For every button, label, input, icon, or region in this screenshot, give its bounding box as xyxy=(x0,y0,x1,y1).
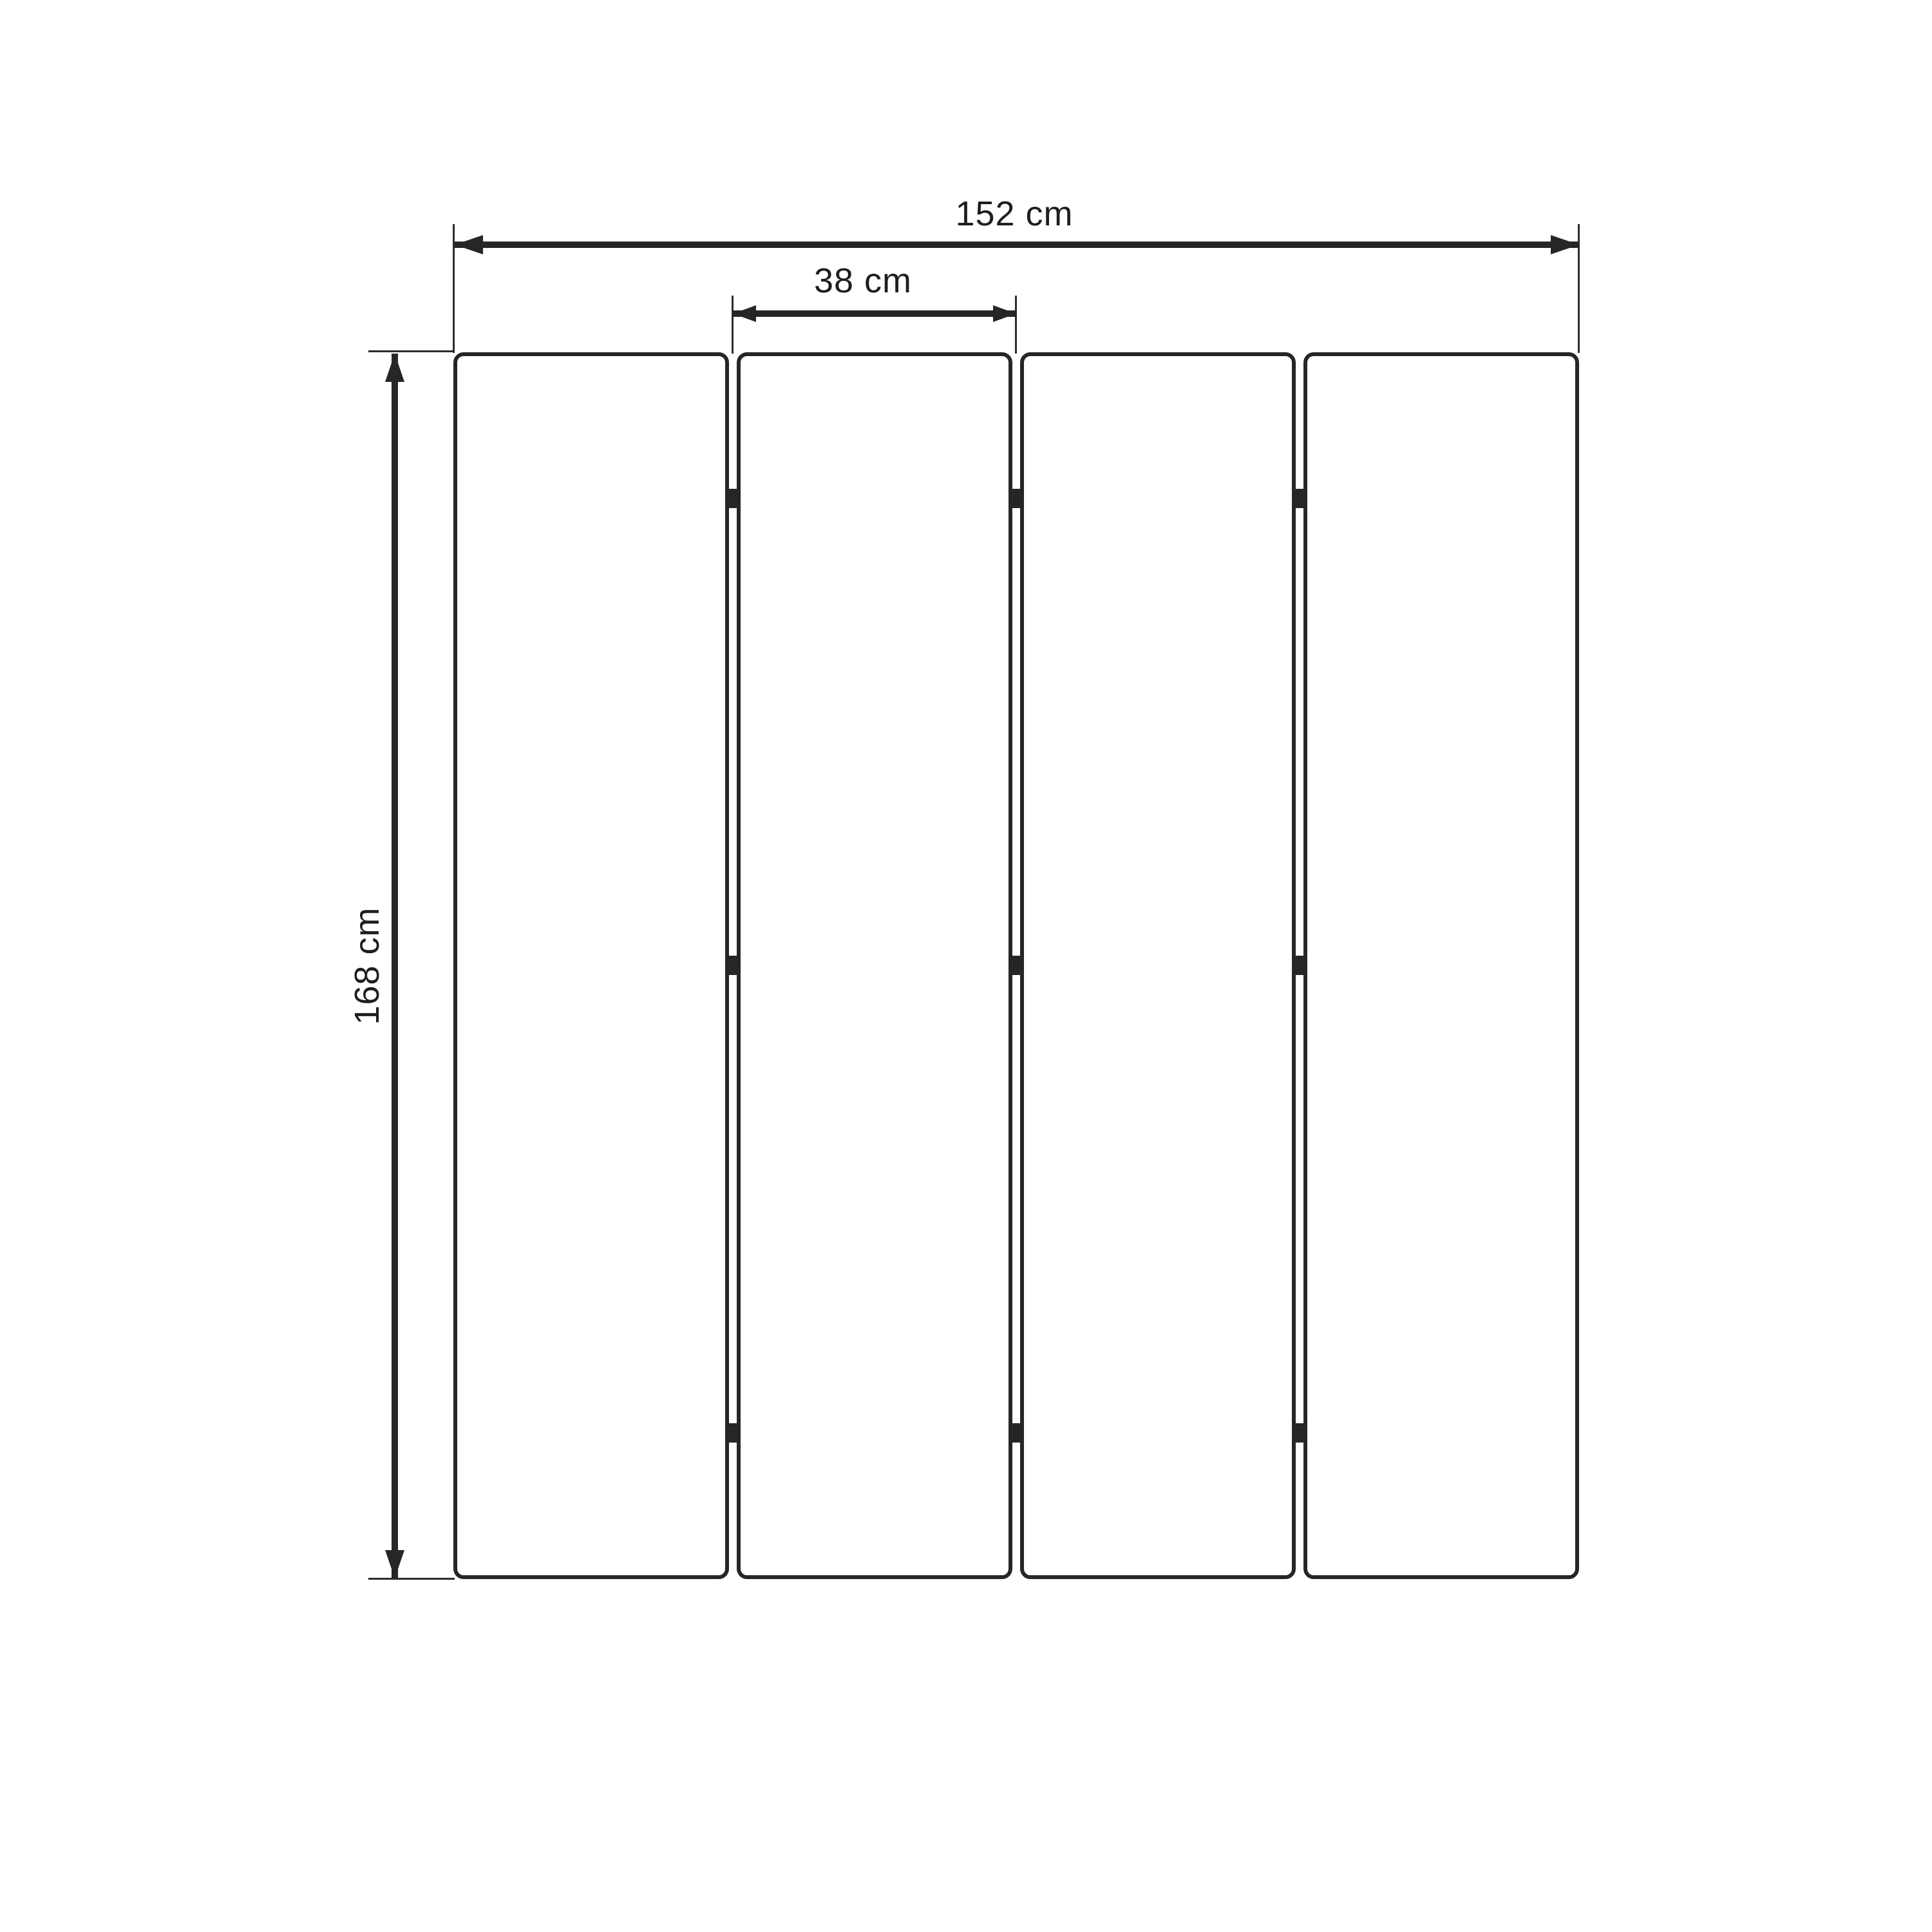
extension-line xyxy=(732,296,734,354)
panel-width-label: 38 cm xyxy=(813,261,913,300)
panel-2 xyxy=(737,352,1012,1579)
arrowhead-up-icon xyxy=(385,354,404,382)
extension-line xyxy=(368,350,455,352)
height-dimension-line xyxy=(392,354,398,1578)
arrowhead-down-icon xyxy=(385,1550,404,1578)
hinge-marker xyxy=(1010,956,1022,975)
hinge-marker xyxy=(727,1423,739,1443)
arrowhead-right-icon xyxy=(993,305,1016,322)
panel-1 xyxy=(453,352,729,1579)
hinge-marker xyxy=(1294,956,1305,975)
panel-4 xyxy=(1303,352,1579,1579)
panel-width-dimension-line xyxy=(733,310,1016,317)
arrowhead-right-icon xyxy=(1551,235,1579,254)
hinge-marker xyxy=(727,956,739,975)
total-width-label: 152 cm xyxy=(955,194,1074,233)
hinge-marker xyxy=(727,489,739,508)
extension-line xyxy=(368,1578,455,1580)
arrowhead-left-icon xyxy=(455,235,483,254)
height-label: 168 cm xyxy=(348,907,386,1025)
hinge-marker xyxy=(1294,489,1305,508)
extension-line xyxy=(1015,296,1017,354)
panel-3 xyxy=(1020,352,1296,1579)
total-width-dimension-line xyxy=(455,242,1579,248)
hinge-marker xyxy=(1010,1423,1022,1443)
arrowhead-left-icon xyxy=(733,305,756,322)
hinge-marker xyxy=(1294,1423,1305,1443)
hinge-marker xyxy=(1010,489,1022,508)
